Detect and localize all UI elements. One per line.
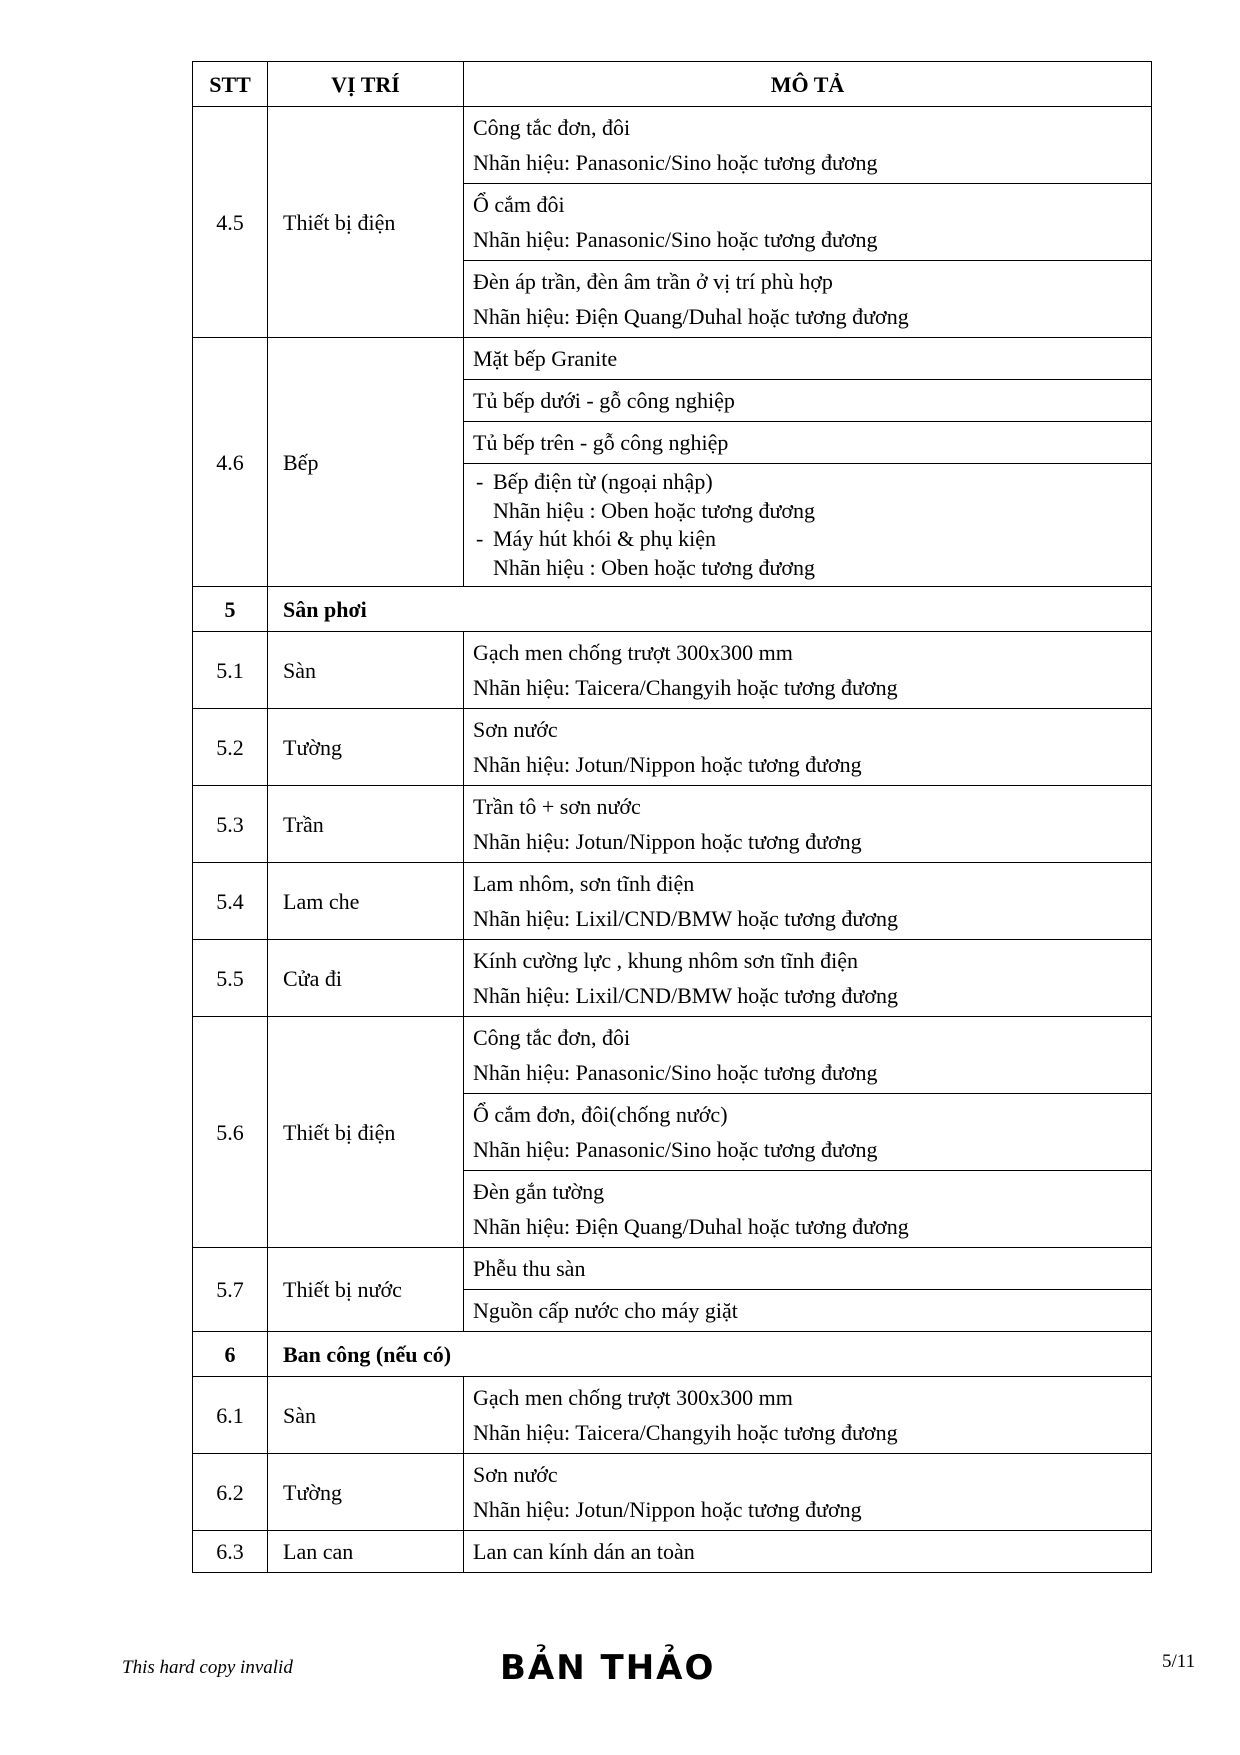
row-stt: 5.4	[193, 863, 268, 940]
bullet-dash: -	[476, 526, 484, 551]
description-brand: Nhãn hiệu: Panasonic/Sino hoặc tương đương	[473, 1137, 878, 1162]
row-stt: 5.1	[193, 632, 268, 709]
row-position: Trần	[268, 786, 464, 863]
row-position: Lam che	[268, 863, 464, 940]
description-line: Đèn áp trần, đèn âm trần ở vị trí phù hợp	[473, 269, 833, 294]
row-position: Lan can	[268, 1531, 464, 1573]
header-description: MÔ TẢ	[464, 62, 1152, 107]
description-brand: Nhãn hiệu: Taicera/Changyih hoặc tương đương	[473, 1420, 898, 1445]
description-line: Gạch men chống trượt 300x300 mm	[473, 1385, 793, 1410]
section-name: Ban công (nếu có)	[268, 1332, 1152, 1377]
table-row	[193, 1248, 1152, 1290]
description-line: Trần tô + sơn nước	[473, 794, 641, 819]
row-stt: 6.1	[193, 1377, 268, 1454]
row-stt: 5.5	[193, 940, 268, 1017]
bullet-sub: Nhãn hiệu : Oben hoặc tương đương	[493, 497, 816, 523]
description-line: Ổ cắm đơn, đôi(chống nước)	[473, 1102, 728, 1127]
row-stt: 5.6	[193, 1017, 268, 1248]
row-description	[464, 1248, 1152, 1290]
header-position: VỊ TRÍ	[268, 62, 464, 107]
description-brand: Nhãn hiệu: Lixil/CND/BMW hoặc tương đương	[473, 906, 898, 931]
bullet-item	[476, 525, 1143, 554]
row-stt: 4.5	[193, 107, 268, 338]
bullet-sub: Nhãn hiệu : Oben hoặc tương đương	[493, 554, 816, 580]
description-brand: Nhãn hiệu: Taicera/Changyih hoặc tương đương	[473, 675, 898, 700]
row-stt: 5.7	[193, 1248, 268, 1332]
description-line: Tủ bếp trên - gỗ công nghiệp	[473, 430, 729, 455]
description-line: Lan can kính dán an toàn	[473, 1539, 695, 1564]
section-stt: 6	[193, 1332, 268, 1377]
bullet-text: Bếp điện từ (ngoại nhập)	[493, 469, 713, 494]
table-row	[193, 632, 1152, 709]
row-description	[464, 261, 1152, 338]
header-stt: STT	[193, 62, 268, 107]
row-description	[464, 1017, 1152, 1094]
row-position: Cửa đi	[268, 940, 464, 1017]
description-brand: Nhãn hiệu: Panasonic/Sino hoặc tương đương	[473, 227, 878, 252]
row-description	[464, 1454, 1152, 1531]
row-position: Sàn	[268, 632, 464, 709]
row-description	[464, 107, 1152, 184]
row-description	[464, 786, 1152, 863]
row-position: Thiết bị điện	[268, 1017, 464, 1248]
description-line: Kính cường lực , khung nhôm sơn tĩnh điện	[473, 948, 859, 973]
row-description	[464, 422, 1152, 464]
description-line: Gạch men chống trượt 300x300 mm	[473, 640, 793, 665]
row-description	[464, 632, 1152, 709]
footer-note: This hard copy invalid	[122, 1657, 293, 1678]
row-description	[464, 940, 1152, 1017]
row-stt: 5.2	[193, 709, 268, 786]
row-description	[464, 1377, 1152, 1454]
row-description	[464, 380, 1152, 422]
header-row	[193, 62, 1152, 107]
row-description	[464, 338, 1152, 380]
description-line: Sơn nước	[473, 1462, 558, 1487]
bullet-dash: -	[476, 469, 484, 494]
description-brand: Nhãn hiệu: Jotun/Nippon hoặc tương đương	[473, 1497, 862, 1522]
section-name: Sân phơi	[268, 587, 1152, 632]
page-number: 5/11	[1162, 1651, 1196, 1672]
description-line: Phễu thu sàn	[473, 1256, 586, 1281]
row-position: Tường	[268, 1454, 464, 1531]
description-brand: Nhãn hiệu: Jotun/Nippon hoặc tương đương	[473, 829, 862, 854]
row-description	[464, 184, 1152, 261]
spec-table	[192, 61, 1152, 1573]
table-row	[193, 940, 1152, 1017]
description-brand: Nhãn hiệu: Điện Quang/Duhal hoặc tương đương	[473, 1214, 909, 1239]
row-description-bullets	[464, 464, 1152, 587]
bullet-text: Máy hút khói & phụ kiện	[493, 526, 717, 551]
description-line: Tủ bếp dưới - gỗ công nghiệp	[473, 388, 735, 413]
table-row	[193, 709, 1152, 786]
draft-stamp: BẢN THẢO	[500, 1648, 716, 1688]
row-description	[464, 1094, 1152, 1171]
table-row	[193, 107, 1152, 184]
section-stt: 5	[193, 587, 268, 632]
row-position: Tường	[268, 709, 464, 786]
row-stt: 6.3	[193, 1531, 268, 1573]
row-description	[464, 863, 1152, 940]
row-description	[464, 1290, 1152, 1332]
row-position: Sàn	[268, 1377, 464, 1454]
row-description	[464, 1531, 1152, 1573]
description-line: Nguồn cấp nước cho máy giặt	[473, 1298, 738, 1323]
row-position: Bếp	[268, 338, 464, 587]
description-brand: Nhãn hiệu: Panasonic/Sino hoặc tương đương	[473, 1060, 878, 1085]
table-row	[193, 863, 1152, 940]
row-description	[464, 709, 1152, 786]
description-line: Ổ cắm đôi	[473, 192, 565, 217]
description-brand: Nhãn hiệu: Jotun/Nippon hoặc tương đương	[473, 752, 862, 777]
table-row	[193, 1531, 1152, 1573]
row-position: Thiết bị nước	[268, 1248, 464, 1332]
row-description	[464, 1171, 1152, 1248]
description-line: Đèn gắn tường	[473, 1179, 605, 1204]
description-line: Lam nhôm, sơn tĩnh điện	[473, 871, 695, 896]
table-row	[193, 1454, 1152, 1531]
row-stt: 5.3	[193, 786, 268, 863]
description-brand: Nhãn hiệu: Điện Quang/Duhal hoặc tương đương	[473, 304, 909, 329]
description-brand: Nhãn hiệu: Lixil/CND/BMW hoặc tương đương	[473, 983, 898, 1008]
description-brand: Nhãn hiệu: Panasonic/Sino hoặc tương đương	[473, 150, 878, 175]
section-row	[193, 587, 1152, 632]
row-stt: 6.2	[193, 1454, 268, 1531]
table-row	[193, 338, 1152, 380]
description-line: Công tắc đơn, đôi	[473, 1025, 631, 1050]
table-row	[193, 1017, 1152, 1094]
table-row	[193, 1377, 1152, 1454]
description-line: Mặt bếp Granite	[473, 346, 618, 371]
bullet-item	[476, 468, 1143, 497]
section-row	[193, 1332, 1152, 1377]
description-line: Công tắc đơn, đôi	[473, 115, 631, 140]
row-stt: 4.6	[193, 338, 268, 587]
table-row	[193, 786, 1152, 863]
description-line: Sơn nước	[473, 717, 558, 742]
row-position: Thiết bị điện	[268, 107, 464, 338]
